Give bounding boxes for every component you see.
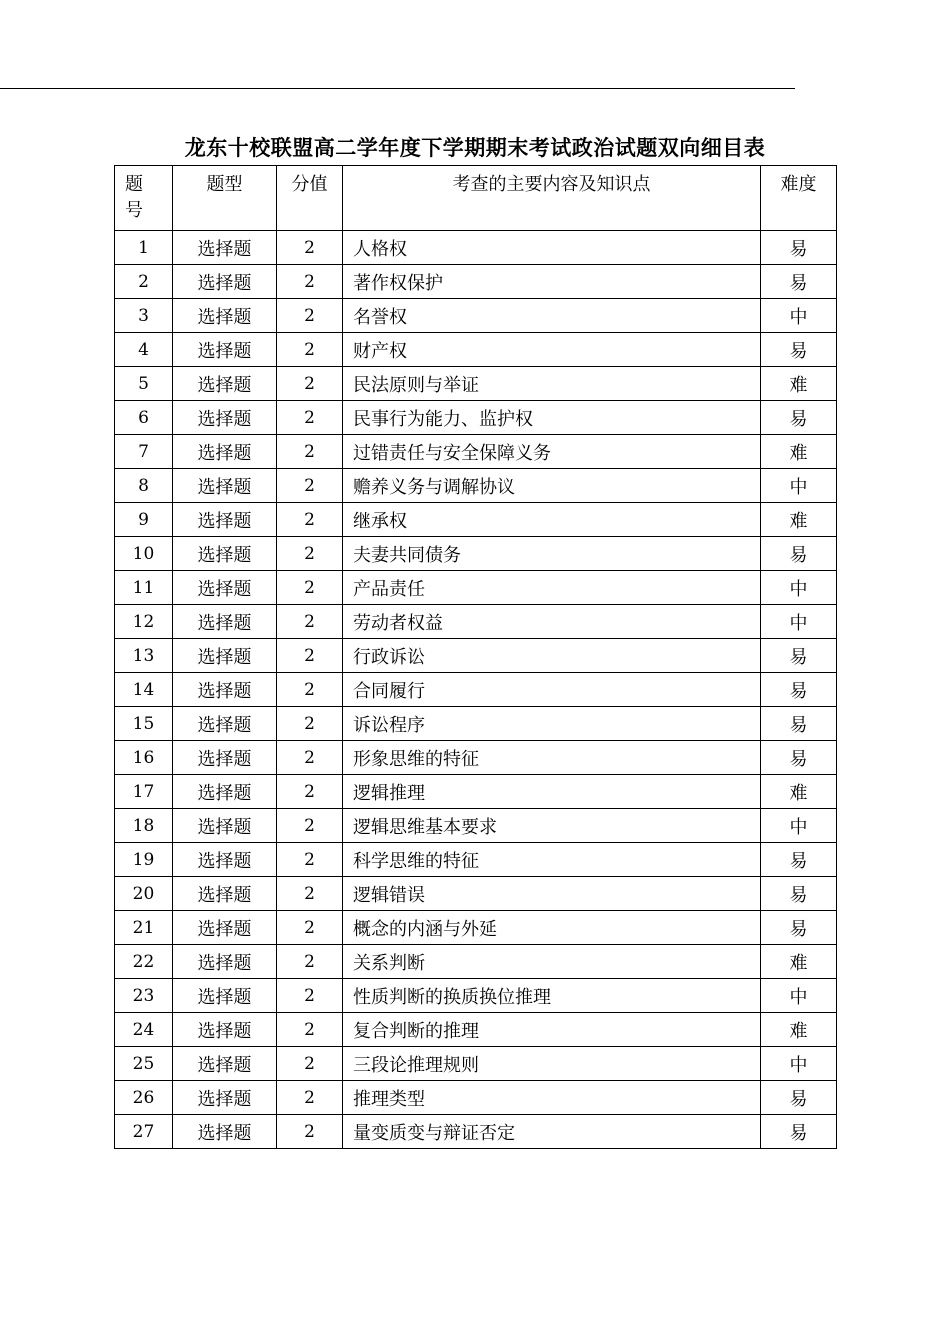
- cell-question-type: 选择题: [173, 673, 277, 707]
- cell-score: 2: [277, 673, 343, 707]
- cell-score: 2: [277, 809, 343, 843]
- cell-score: 2: [277, 401, 343, 435]
- exam-spec-table: [114, 165, 837, 1149]
- cell-score: 2: [277, 503, 343, 537]
- cell-difficulty: 难: [761, 503, 837, 537]
- cell-question-type: 选择题: [173, 775, 277, 809]
- table-row: [115, 1081, 837, 1115]
- cell-score: 2: [277, 265, 343, 299]
- cell-difficulty: 难: [761, 435, 837, 469]
- cell-question-type: 选择题: [173, 435, 277, 469]
- header-content: 考查的主要内容及知识点: [343, 166, 761, 231]
- cell-question-number: 15: [115, 707, 173, 741]
- cell-question-number: 18: [115, 809, 173, 843]
- cell-score: 2: [277, 333, 343, 367]
- cell-question-type: 选择题: [173, 1047, 277, 1081]
- cell-difficulty: 难: [761, 945, 837, 979]
- cell-question-number: 25: [115, 1047, 173, 1081]
- cell-score: 2: [277, 843, 343, 877]
- cell-content: 概念的内涵与外延: [343, 911, 761, 945]
- header-score: 分值: [277, 166, 343, 231]
- cell-question-type: 选择题: [173, 571, 277, 605]
- cell-question-number: 13: [115, 639, 173, 673]
- cell-difficulty: 易: [761, 1081, 837, 1115]
- table-row: [115, 265, 837, 299]
- cell-content: 量变质变与辩证否定: [343, 1115, 761, 1149]
- cell-question-type: 选择题: [173, 1081, 277, 1115]
- cell-difficulty: 易: [761, 639, 837, 673]
- cell-content: 过错责任与安全保障义务: [343, 435, 761, 469]
- cell-content: 民法原则与举证: [343, 367, 761, 401]
- cell-question-type: 选择题: [173, 469, 277, 503]
- cell-content: 逻辑推理: [343, 775, 761, 809]
- cell-question-number: 20: [115, 877, 173, 911]
- cell-difficulty: 易: [761, 877, 837, 911]
- table-row: [115, 809, 837, 843]
- cell-question-type: 选择题: [173, 333, 277, 367]
- cell-question-type: 选择题: [173, 503, 277, 537]
- cell-score: 2: [277, 537, 343, 571]
- cell-difficulty: 中: [761, 979, 837, 1013]
- cell-question-type: 选择题: [173, 367, 277, 401]
- cell-content: 三段论推理规则: [343, 1047, 761, 1081]
- table-row: [115, 367, 837, 401]
- table-row: [115, 1013, 837, 1047]
- cell-question-number: 5: [115, 367, 173, 401]
- table-row: [115, 707, 837, 741]
- cell-score: 2: [277, 1013, 343, 1047]
- cell-difficulty: 易: [761, 673, 837, 707]
- cell-score: 2: [277, 911, 343, 945]
- cell-content: 夫妻共同债务: [343, 537, 761, 571]
- table-row: [115, 911, 837, 945]
- cell-question-number: 17: [115, 775, 173, 809]
- cell-content: 逻辑思维基本要求: [343, 809, 761, 843]
- cell-content: 逻辑错误: [343, 877, 761, 911]
- cell-content: 科学思维的特征: [343, 843, 761, 877]
- cell-content: 著作权保护: [343, 265, 761, 299]
- cell-content: 人格权: [343, 231, 761, 265]
- header-question-number: [115, 166, 173, 231]
- cell-difficulty: 易: [761, 741, 837, 775]
- table-row: [115, 333, 837, 367]
- cell-question-type: 选择题: [173, 265, 277, 299]
- cell-question-type: 选择题: [173, 911, 277, 945]
- cell-question-number: 8: [115, 469, 173, 503]
- cell-question-type: 选择题: [173, 1115, 277, 1149]
- cell-difficulty: 中: [761, 571, 837, 605]
- cell-content: 诉讼程序: [343, 707, 761, 741]
- cell-question-number: 19: [115, 843, 173, 877]
- table-row: [115, 231, 837, 265]
- cell-content: 性质判断的换质换位推理: [343, 979, 761, 1013]
- cell-score: 2: [277, 605, 343, 639]
- table-row: [115, 877, 837, 911]
- cell-score: 2: [277, 741, 343, 775]
- table-row: [115, 435, 837, 469]
- cell-question-number: 16: [115, 741, 173, 775]
- cell-question-number: 14: [115, 673, 173, 707]
- cell-content: 形象思维的特征: [343, 741, 761, 775]
- cell-question-type: 选择题: [173, 979, 277, 1013]
- cell-content: 民事行为能力、监护权: [343, 401, 761, 435]
- cell-question-type: 选择题: [173, 231, 277, 265]
- cell-difficulty: 难: [761, 367, 837, 401]
- cell-score: 2: [277, 299, 343, 333]
- cell-question-type: 选择题: [173, 707, 277, 741]
- cell-score: 2: [277, 707, 343, 741]
- cell-question-type: 选择题: [173, 877, 277, 911]
- cell-difficulty: 易: [761, 401, 837, 435]
- cell-difficulty: 难: [761, 775, 837, 809]
- cell-score: 2: [277, 1081, 343, 1115]
- cell-question-number: 26: [115, 1081, 173, 1115]
- cell-content: 行政诉讼: [343, 639, 761, 673]
- cell-question-type: 选择题: [173, 843, 277, 877]
- cell-content: 赡养义务与调解协议: [343, 469, 761, 503]
- cell-question-number: 2: [115, 265, 173, 299]
- cell-score: 2: [277, 1115, 343, 1149]
- cell-score: 2: [277, 775, 343, 809]
- cell-question-number: 1: [115, 231, 173, 265]
- cell-question-number: 12: [115, 605, 173, 639]
- cell-question-type: 选择题: [173, 945, 277, 979]
- cell-question-number: 9: [115, 503, 173, 537]
- table-row: [115, 775, 837, 809]
- cell-difficulty: 易: [761, 333, 837, 367]
- cell-score: 2: [277, 1047, 343, 1081]
- cell-content: 劳动者权益: [343, 605, 761, 639]
- cell-question-number: 27: [115, 1115, 173, 1149]
- cell-question-type: 选择题: [173, 809, 277, 843]
- cell-content: 产品责任: [343, 571, 761, 605]
- table-row: [115, 1115, 837, 1149]
- cell-score: 2: [277, 231, 343, 265]
- table-row: [115, 979, 837, 1013]
- cell-difficulty: 中: [761, 469, 837, 503]
- cell-score: 2: [277, 877, 343, 911]
- table-body: [115, 231, 837, 1149]
- cell-question-number: 3: [115, 299, 173, 333]
- cell-difficulty: 易: [761, 707, 837, 741]
- table-row: [115, 843, 837, 877]
- cell-question-type: 选择题: [173, 401, 277, 435]
- table-row: [115, 605, 837, 639]
- cell-question-number: 6: [115, 401, 173, 435]
- cell-question-number: 11: [115, 571, 173, 605]
- table-row: [115, 741, 837, 775]
- header-difficulty: 难度: [761, 166, 837, 231]
- table-row: [115, 299, 837, 333]
- table-header-row: [115, 166, 837, 231]
- cell-content: 财产权: [343, 333, 761, 367]
- cell-content: 复合判断的推理: [343, 1013, 761, 1047]
- cell-content: 继承权: [343, 503, 761, 537]
- document-title: 龙东十校联盟高二学年度下学期期末考试政治试题双向细目表: [184, 136, 766, 160]
- cell-question-number: 23: [115, 979, 173, 1013]
- cell-score: 2: [277, 469, 343, 503]
- header-question-number-label: 题号: [125, 174, 143, 221]
- cell-difficulty: 中: [761, 809, 837, 843]
- cell-question-number: 22: [115, 945, 173, 979]
- cell-difficulty: 易: [761, 1115, 837, 1149]
- cell-difficulty: 易: [761, 843, 837, 877]
- cell-question-type: 选择题: [173, 537, 277, 571]
- cell-content: 推理类型: [343, 1081, 761, 1115]
- cell-question-type: 选择题: [173, 639, 277, 673]
- cell-question-type: 选择题: [173, 299, 277, 333]
- cell-score: 2: [277, 945, 343, 979]
- cell-content: 名誉权: [343, 299, 761, 333]
- table-row: [115, 1047, 837, 1081]
- cell-question-number: 24: [115, 1013, 173, 1047]
- cell-difficulty: 易: [761, 911, 837, 945]
- cell-score: 2: [277, 979, 343, 1013]
- cell-difficulty: 难: [761, 1013, 837, 1047]
- table-row: [115, 503, 837, 537]
- header-rule: [0, 88, 795, 89]
- cell-question-number: 7: [115, 435, 173, 469]
- table-row: [115, 639, 837, 673]
- cell-difficulty: 易: [761, 537, 837, 571]
- cell-score: 2: [277, 571, 343, 605]
- cell-score: 2: [277, 639, 343, 673]
- cell-score: 2: [277, 435, 343, 469]
- cell-question-number: 21: [115, 911, 173, 945]
- cell-content: 关系判断: [343, 945, 761, 979]
- table-row: [115, 673, 837, 707]
- table-row: [115, 537, 837, 571]
- cell-difficulty: 易: [761, 265, 837, 299]
- cell-difficulty: 易: [761, 231, 837, 265]
- cell-question-type: 选择题: [173, 1013, 277, 1047]
- cell-question-type: 选择题: [173, 741, 277, 775]
- cell-question-type: 选择题: [173, 605, 277, 639]
- table-row: [115, 571, 837, 605]
- table-row: [115, 945, 837, 979]
- cell-difficulty: 中: [761, 1047, 837, 1081]
- cell-score: 2: [277, 367, 343, 401]
- cell-question-number: 10: [115, 537, 173, 571]
- table-row: [115, 401, 837, 435]
- table-row: [115, 469, 837, 503]
- header-question-type: 题型: [173, 166, 277, 231]
- cell-difficulty: 中: [761, 299, 837, 333]
- cell-question-number: 4: [115, 333, 173, 367]
- cell-difficulty: 中: [761, 605, 837, 639]
- cell-content: 合同履行: [343, 673, 761, 707]
